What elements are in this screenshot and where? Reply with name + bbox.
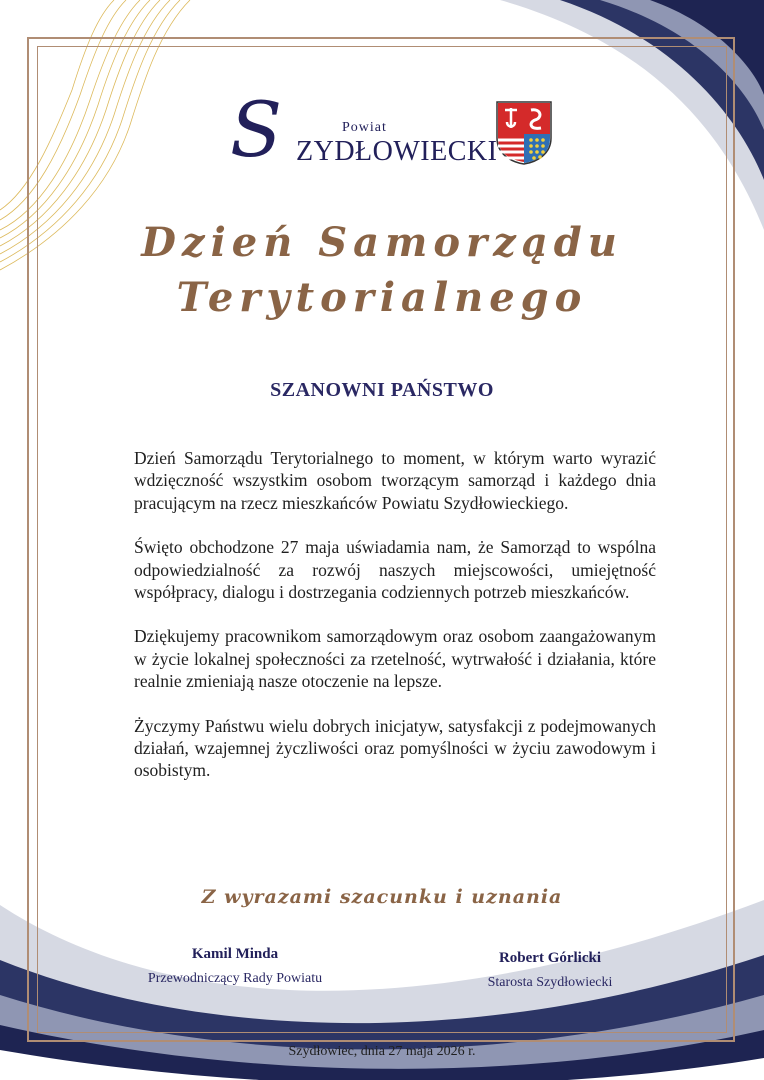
signature-role: Starosta Szydłowiecki xyxy=(487,975,613,990)
title-line-1: Dzień Samorządu xyxy=(141,219,623,266)
signature-starost xyxy=(460,950,640,991)
paragraph-1: Dzień Samorządu Terytorialnego to moment, w którym warto wyrazić wdzięczność wszystkim osobom tworzącym samorząd i każdego dnia pracującym na rzecz mieszkańców Powiatu Szydłowieckiego. xyxy=(134,448,656,513)
logo-letter-s: S xyxy=(230,85,283,174)
title-line-2: Terytorialnego xyxy=(176,274,588,321)
logo-powiat-label: Powiat xyxy=(342,120,387,135)
salutation: SZANOWNI PAŃSTWO xyxy=(270,379,494,401)
signature-name: Robert Górlicki xyxy=(498,950,602,966)
paragraph-4: Życzymy Państwu wielu dobrych inicjatyw, satysfakcji z podejmowanych działań, wzajemnej życzliwości oraz pomyślności w życiu zawodowym i osobistym. xyxy=(134,715,656,781)
paragraph-3: Dziękujemy pracownikom samorządowym oraz osobom zaangażowanym w życie lokalnej społeczności za rzetelność, wytrwałość i działania, które realnie zmieniają nasze otoczenie na lepsze. xyxy=(134,626,656,692)
date-line: Szydłowiec, dnia 27 maja 2026 r. xyxy=(288,1044,476,1059)
signature-name: Kamil Minda xyxy=(191,946,279,962)
closing-phrase: Z wyrazami szacunku i uznania xyxy=(201,886,563,908)
letter-body xyxy=(134,447,656,804)
signature-chairman xyxy=(130,946,340,987)
signature-role: Przewodniczący Rady Powiatu xyxy=(147,971,323,986)
paragraph-2: Święto obchodzone 27 maja uświadamia nam, że Samorząd to wspólna odpowiedzialność za rozwój naszych miejscowości, umiejętność współpracy, dialogu i dostrzegania codziennych potrzeb mieszkańców. xyxy=(134,537,656,603)
logo-name: ZYDŁOWIECKI xyxy=(296,136,498,167)
coat-of-arms-icon xyxy=(495,100,553,166)
